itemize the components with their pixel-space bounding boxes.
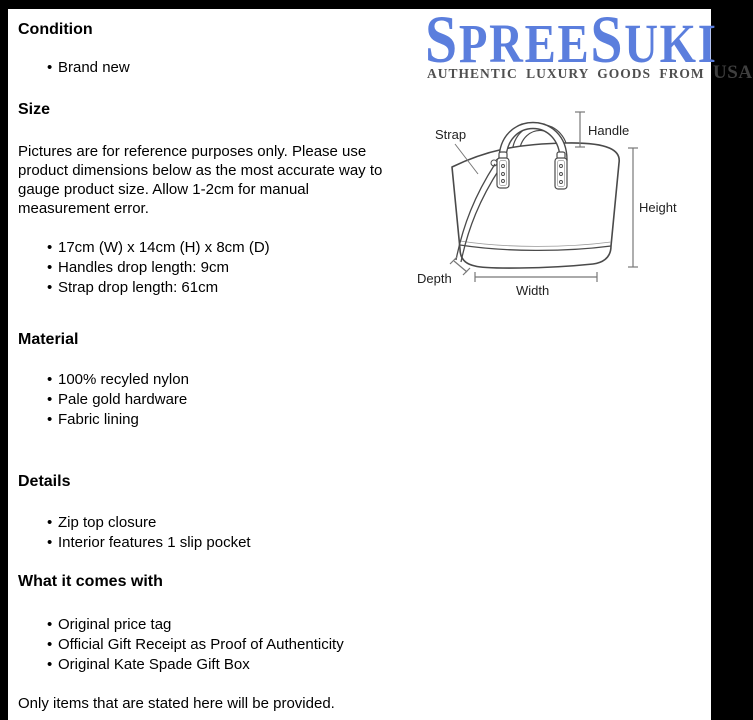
paragraph-line: gauge product size. Allow 1-2cm for manual [18, 181, 309, 198]
brand-tagline [427, 63, 753, 84]
material-list [47, 370, 189, 430]
bag-outline [452, 143, 619, 268]
condition-list [47, 58, 130, 78]
paragraph-line: product dimensions below as the most accurate way to [18, 162, 383, 179]
details-heading: Details [18, 473, 71, 490]
paragraph-line: Pictures are for reference purposes only. Please use [18, 143, 367, 160]
handle-label: Handle [588, 123, 630, 138]
list-item: • Handles drop length: 9cm [47, 258, 270, 278]
list-item: • Original price tag [47, 615, 344, 635]
material-heading: Material [18, 331, 79, 348]
tagline-usa: USA [713, 62, 753, 83]
tagline-text: AUTHENTIC LUXURY GOODS FROM [427, 66, 705, 81]
list-item: • Zip top closure [47, 513, 251, 533]
logo-letter: S [590, 1, 625, 77]
width-label: Width [516, 283, 550, 298]
included-heading: What it comes with [18, 573, 163, 590]
logo-letter: S [425, 1, 459, 77]
depth-label: Depth [417, 271, 452, 286]
list-item: • Fabric lining [47, 410, 189, 430]
height-label: Height [639, 200, 677, 215]
list-item: • Brand new [47, 58, 130, 78]
condition-heading: Condition [18, 21, 93, 38]
list-item: • Official Gift Receipt as Proof of Authenticity [47, 635, 344, 655]
logo-letters: PREE [458, 13, 591, 74]
size-heading: Size [18, 101, 51, 118]
bag-clasp-left [497, 152, 509, 188]
logo-letters: UKI [624, 13, 718, 74]
size-paragraph [18, 142, 382, 218]
size-list [47, 238, 270, 298]
details-list [47, 513, 251, 553]
list-item: • Interior features 1 slip pocket [47, 533, 251, 553]
list-item: • 100% recyled nylon [47, 370, 189, 390]
bag-clasp-right [555, 152, 567, 189]
content-area [8, 1, 753, 720]
list-item: • Strap drop length: 61cm [47, 278, 270, 298]
footer-note: Only items that are stated here will be provided. [18, 695, 335, 712]
list-item: • 17cm (W) x 14cm (H) x 8cm (D) [47, 238, 270, 258]
list-item: • Pale gold hardware [47, 390, 189, 410]
handle-measure-line [575, 112, 585, 147]
height-measure-line [628, 148, 638, 267]
paragraph-line: measurement error. [18, 200, 149, 217]
included-list [47, 615, 344, 675]
list-item: • Original Kate Spade Gift Box [47, 655, 344, 675]
width-measure-line [475, 272, 597, 282]
bag-diagram [415, 100, 715, 320]
strap-label: Strap [435, 127, 467, 142]
